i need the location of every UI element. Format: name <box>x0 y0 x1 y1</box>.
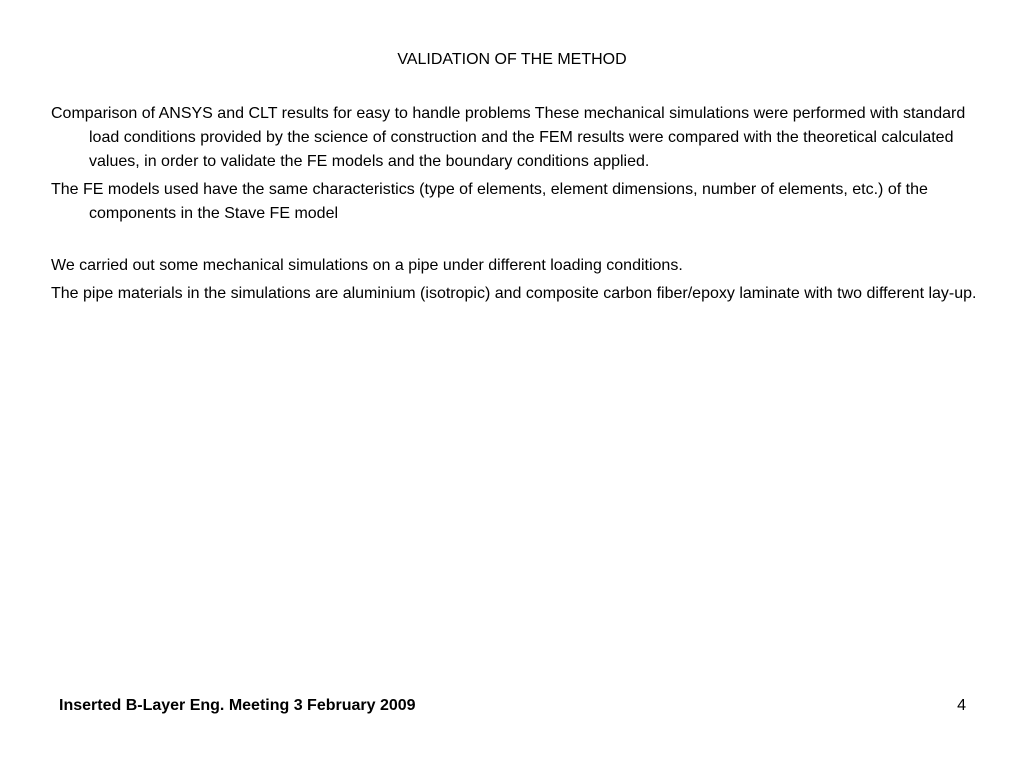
body-paragraph-pipe-simulations: We carried out some mechanical simulations on a pipe under different loading conditions. <box>51 257 683 274</box>
body-paragraph-ansys-clt-comparison: Comparison of ANSYS and CLT results for easy to handle problems These mechanical simulations were performed with standard load conditions provided by the science of construction and the FEM results were compared with the theoretical calculated values, in order to validate the FE models and the boundary conditions applied. <box>51 105 975 170</box>
slide-title: VALIDATION OF THE METHOD <box>397 51 627 68</box>
slide-body <box>51 102 981 310</box>
body-paragraph-fe-models: The FE models used have the same characteristics (type of elements, element dimensions, number of elements, etc.) of the components in the Stave FE model <box>51 181 933 222</box>
body-paragraph-pipe-materials: The pipe materials in the simulations are aluminium (isotropic) and composite carbon fiber/epoxy laminate with two different lay-up. <box>51 285 977 302</box>
footer-meeting-label: Inserted B-Layer Eng. Meeting 3 February 2009 <box>59 697 416 714</box>
page-number: 4 <box>957 697 966 714</box>
